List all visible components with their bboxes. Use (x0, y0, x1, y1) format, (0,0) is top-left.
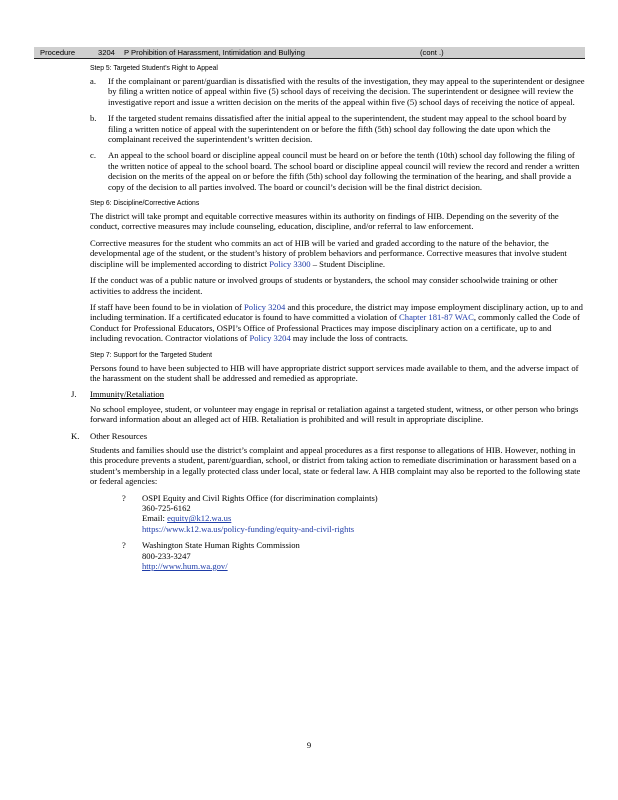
section-k-text: Students and families should use the district’s complaint and appeal procedures as a first response to allegations of HIB. However, nothing in this procedure prevents a student, parent/guardian, school, or district from taking action to remediate discrimination or harassment based on a student’s membership in a legally protected class under local, state or federal law. A HIB complaint may also be reported to the following state or federal agencies: (90, 444, 581, 487)
section-marker: J. (71, 389, 77, 400)
step7-paragraph-1: Persons found to have been subjected to HIB will have appropriate district support services made available to them, and the adverse impact of the harassment on the student shall be addressed and remedied as appropriate. (90, 362, 579, 383)
paragraph-text: Corrective measures for the student who commits an act of HIB will be varied and graded according to the nature of the behavior, the developmental age of the student, or the student’s history of problem behaviors and performance. Corrective measures that involve student discipline will be implemented according to district (90, 237, 567, 269)
procedure-header (34, 47, 585, 59)
item-text: If the targeted student remains dissatisfied after the initial appeal to the superintendent, the student may appeal to the school board by filing a written notice of appeal with the superintendent on or before the fifth (5th) school day following the date upon which the complainant received the superintendent’s written decision. (108, 113, 567, 145)
bullet-marker: ? (122, 492, 126, 503)
resource-ospi (122, 492, 585, 535)
step6-paragraph-1: The district will take prompt and equitable corrective measures within its authority on findings of HIB. Depending on the severity of the conduct, corrective measures may include counseling, education, discipline, and/or referral to law enforcement. (90, 211, 559, 232)
header-label: Procedure (40, 48, 76, 57)
step5-item-a (90, 76, 585, 107)
resource-url-link[interactable]: https://www.k12.wa.us/policy-funding/equity-and-civil-rights (142, 523, 355, 534)
item-marker: b. (90, 113, 97, 124)
paragraph-text: , commonly called the Code of Conduct for Professional Educators, OSPI’s Office of Professional Practices may impose disciplinary action on a certificate, up to and including revocation. Contractor violations of (90, 312, 580, 344)
section-marker: K. (71, 430, 80, 441)
resource-phone: 800-233-3247 (142, 550, 191, 561)
paragraph-text: If staff have been found to be in violation of (90, 301, 242, 312)
item-marker: a. (90, 76, 96, 86)
email-link[interactable]: equity@k12.wa.us (167, 513, 232, 524)
item-text: If the complainant or parent/guardian is dissatisfied with the results of the investigation, they may appeal to the superintendent or designee by filing a written notice of appeal within five (5) school days of receiving the decision. The superintendent or designee will review the investigative report and issue a written decision on the merits of the appeal within five (5) school days of receiving the notice of appeal. (108, 76, 585, 107)
header-cont: (cont .) (420, 48, 444, 57)
paragraph-text: – Student Discipline. (312, 258, 386, 269)
step6-heading: Step 6: Discipline/Corrective Actions (90, 198, 200, 208)
policy-3300-link[interactable]: Policy 3300 (269, 258, 311, 269)
policy-3204-link[interactable]: Policy 3204 (244, 301, 286, 312)
item-text: An appeal to the school board or discipline appeal council must be heard on or before the tenth (10th) school day following the filing of the written notice of appeal to the school board. The school board or discipline appeal council will review the record and render a written decision on the merits of the appeal on or before the fifth (5th) school day following the termination of the hearing, and shall provide a copy of the decision to all parties involved. The board or council’s decision will be the final district decision. (108, 150, 580, 192)
section-title: Immunity/Retaliation (90, 389, 164, 400)
header-number: 3204 (98, 48, 115, 57)
paragraph-text: and this procedure, the district may impose employment disciplinary action, up to and including termination. If a certificated educator is found to have committed a violation of (90, 301, 583, 323)
resource-email-line (142, 513, 585, 523)
step7-heading: Step 7: Support for the Targeted Student (90, 349, 212, 359)
paragraph-text: may include the loss of contracts. (292, 333, 408, 344)
section-j-heading (71, 389, 585, 400)
bullet-marker: ? (122, 540, 126, 551)
section-j-text: No school employee, student, or volunteer may engage in reprisal or retaliation against a targeted student, witness, or other person who brings forward information about an alleged act of HIB. Retaliation is prohibited and will result in appropriate discipline. (90, 403, 579, 425)
resource-name: OSPI Equity and Civil Rights Office (for discrimination complaints) (142, 492, 378, 503)
policy-3204-link-2[interactable]: Policy 3204 (249, 333, 291, 344)
resource-url-link[interactable]: http://www.hum.wa.gov/ (142, 561, 228, 572)
email-label: Email: (142, 513, 165, 524)
header-title: P Prohibition of Harassment, Intimidation and Bullying (124, 48, 305, 57)
resource-hrc (122, 540, 585, 572)
section-title: Other Resources (90, 430, 148, 441)
chapter-181-87-wac-link[interactable]: Chapter 181-87 WAC (399, 312, 474, 323)
page-number: 9 (306, 740, 312, 750)
step6-paragraph-4 (90, 302, 585, 344)
resource-phone: 360-725-6162 (142, 503, 191, 513)
step5-item-b (90, 113, 585, 145)
step5-heading: Step 5: Targeted Student’s Right to Appeal (90, 63, 218, 72)
resource-name: Washington State Human Rights Commission (142, 540, 300, 551)
step6-paragraph-3: If the conduct was of a public nature or involved groups of students or bystanders, the school may consider schoolwide training or other activities to address the incident. (90, 275, 558, 296)
item-marker: c. (90, 150, 96, 161)
step6-paragraph-2 (90, 238, 585, 269)
step5-item-c (90, 150, 585, 192)
section-k-heading (71, 430, 585, 441)
document-body (34, 63, 585, 577)
